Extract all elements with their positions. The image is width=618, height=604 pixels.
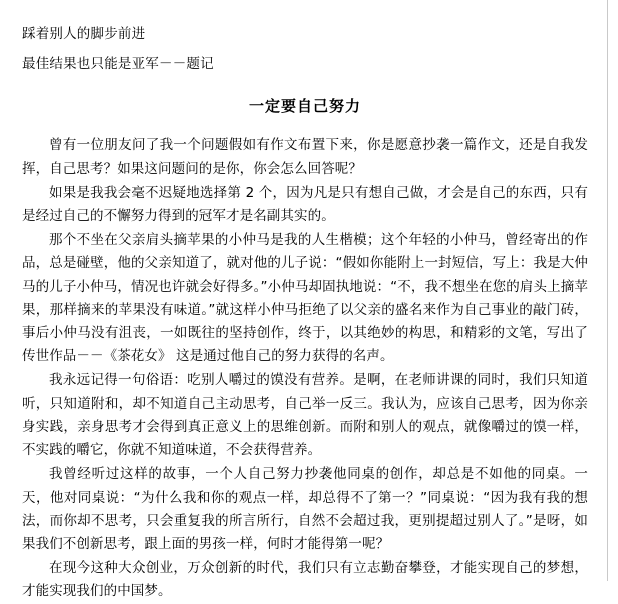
- paragraph-5: 我曾经听过这样的故事，一个人自己努力抄袭他同桌的创作，却总是不如他的同桌。一天，他对同桌说：“为什么我和你的观点一样，却总得不了第一？”同桌说：“因为我有我的想法，而你却不思考，只会重复我的所言所行，自然不会超过我，更别提超过别人了。”是呀，如果我们不创新思考，跟上面的男孩一样，何时才能得第一呢？: [22, 466, 588, 552]
- epigraph-line-2: 最佳结果也只能是亚军－－题记: [22, 55, 214, 72]
- paragraph-3: 那个不坐在父亲肩头摘苹果的小仲马是我的人生楷模；这个年轻的小仲马，曾经寄出的作品，总是碰壁，他的父亲知道了，就对他的儿子说：“假如你能附上一封短信，写上：我是大仲马的儿子小仲马，情况也许就会好得多。”小仲马却固执地说：“不，我不想坐在您的肩头上摘苹果，那样摘来的苹果没有味道。”就这样小仲马拒绝了以父亲的盛名来作为自己事业的敲门砖，事后小仲马没有沮丧，一如既往的坚持创作，终于，以其绝妙的构思，和精彩的文笔，写出了传世作品－－《茶花女》 这是通过他自己的努力获得的名声。: [22, 232, 588, 365]
- page-title: 一定要自己努力: [248, 97, 361, 116]
- paragraph-6: 在现今这种大众创业，万众创新的时代，我们只有立志勤奋攀登，才能实现自己的梦想，才能实现我们的中国梦。: [22, 560, 588, 600]
- page-edge-divider: [607, 0, 608, 581]
- paragraph-4: 我永远记得一句俗语：吃别人嚼过的馍没有营养。是啊，在老师讲课的同时，我们只知道听，只知道附和，却不知道自己主动思考，自己举一反三。我认为，应该自己思考，因为你亲身实践，亲身思考才会得到真正意义上的思维创新。而附和别人的观点，就像嚼过的馍一样，不实践的嚼它，你就不知道味道，不会获得营养。: [22, 372, 588, 459]
- epigraph-block: [22, 22, 588, 77]
- body-text: [22, 134, 588, 603]
- epigraph-line-1: 踩着别人的脚步前进: [22, 26, 146, 42]
- paragraph-1: 曾有一位朋友问了我一个问题假如有作文布置下来，你是愿意抄袭一篇作文，还是自我发挥，自己思考？如果这问题问的是你，你会怎么回答呢？: [22, 137, 588, 177]
- paragraph-2: 如果是我我会毫不迟疑地选择第 2 个，因为凡是只有想自己做，才会是自己的东西，只有是经过自己的不懈努力得到的冠军才是名副其实的。: [22, 184, 588, 224]
